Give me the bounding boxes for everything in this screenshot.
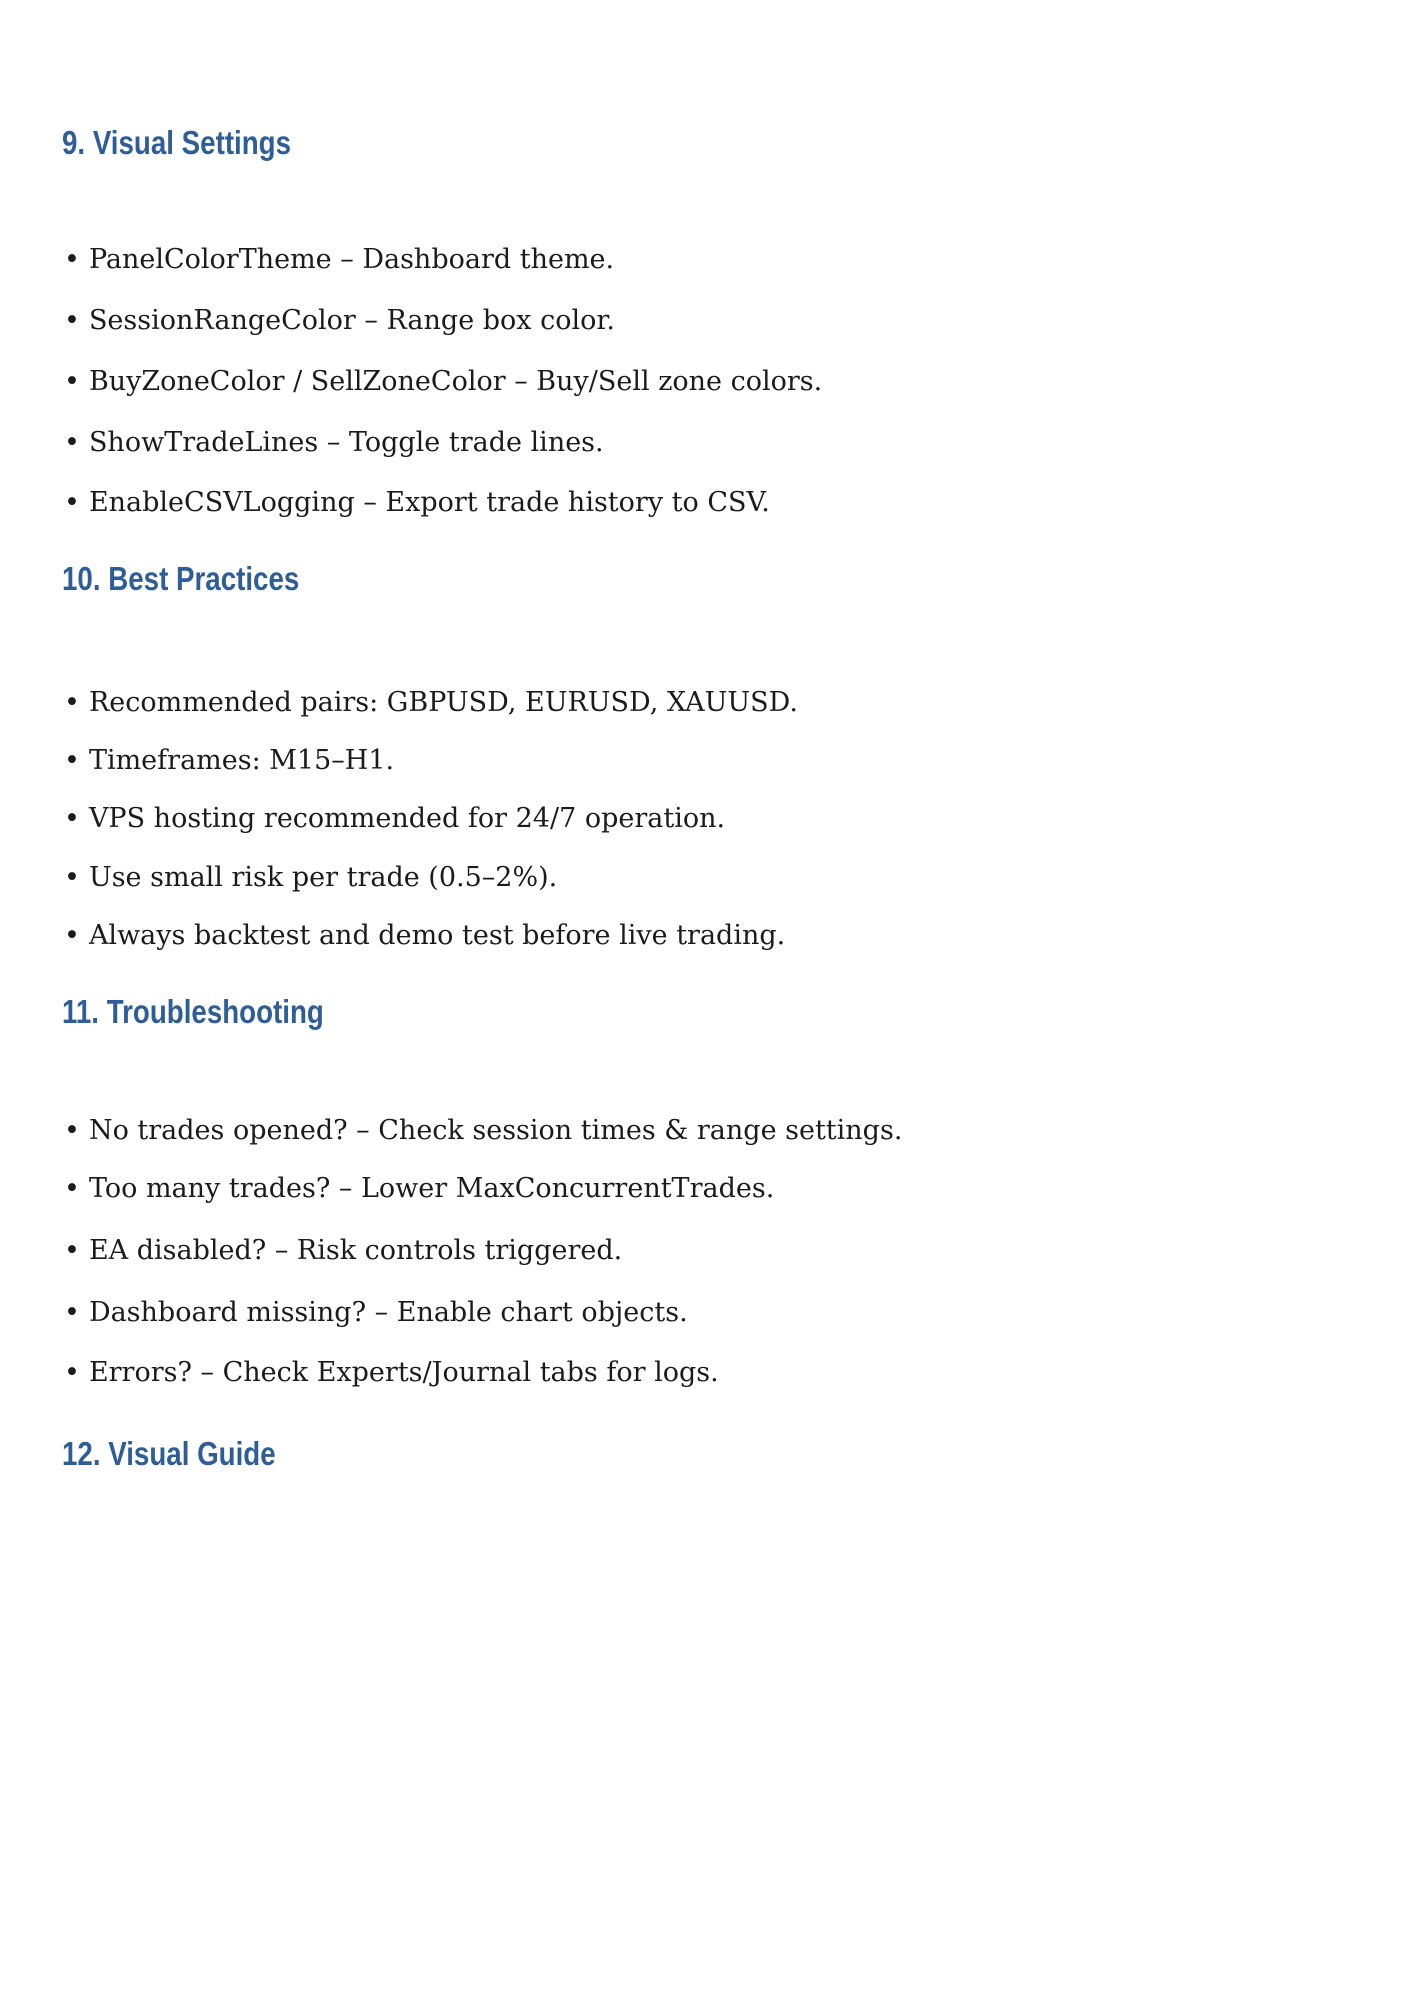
bullet-text: SessionRangeColor – Range box color. — [88, 305, 615, 336]
bullet-marker: • — [64, 745, 80, 776]
bullet-item — [64, 802, 725, 836]
bullet-item — [64, 919, 785, 953]
bullet-text: Timeframes: M15–H1. — [88, 745, 395, 776]
bullet-marker: • — [64, 862, 80, 893]
bullet-item — [64, 304, 615, 338]
bullet-text: Errors? – Check Experts/Journal tabs for logs. — [88, 1357, 719, 1388]
bullet-text: PanelColorTheme – Dashboard theme. — [88, 244, 615, 275]
bullet-marker: • — [64, 1173, 80, 1204]
bullet-item — [64, 1356, 719, 1390]
bullet-marker: • — [64, 305, 80, 336]
bullet-marker: • — [64, 920, 80, 951]
bullet-marker: • — [64, 244, 80, 275]
bullet-item — [64, 365, 822, 399]
bullet-item — [64, 426, 604, 460]
bullet-marker: • — [64, 366, 80, 397]
bullet-text: EA disabled? – Risk controls triggered. — [88, 1235, 623, 1266]
bullet-marker: • — [64, 427, 80, 458]
bullet-item — [64, 1114, 902, 1148]
bullet-text: Use small risk per trade (0.5–2%). — [88, 862, 558, 893]
bullet-marker: • — [64, 487, 80, 518]
section-heading-troubleshooting: 11. Troubleshooting — [62, 993, 324, 1030]
bullet-marker: • — [64, 1115, 80, 1146]
bullet-item — [64, 243, 614, 277]
bullet-item — [64, 1296, 688, 1330]
bullet-text: No trades opened? – Check session times & range settings. — [88, 1115, 903, 1146]
bullet-text: Always backtest and demo test before live trading. — [88, 920, 786, 951]
bullet-text: VPS hosting recommended for 24/7 operation. — [88, 803, 726, 834]
bullet-text: ShowTradeLines – Toggle trade lines. — [88, 427, 604, 458]
bullet-item — [64, 744, 394, 778]
section-heading-visual-guide: 12. Visual Guide — [62, 1435, 276, 1472]
bullet-text: Dashboard missing? – Enable chart objects. — [88, 1297, 688, 1328]
bullet-item — [64, 1172, 774, 1206]
bullet-item — [64, 1234, 622, 1268]
bullet-item — [64, 486, 770, 520]
bullet-marker: • — [64, 1235, 80, 1266]
bullet-text: Recommended pairs: GBPUSD, EURUSD, XAUUSD. — [88, 687, 798, 718]
bullet-marker: • — [64, 1297, 80, 1328]
bullet-marker: • — [64, 1357, 80, 1388]
bullet-marker: • — [64, 803, 80, 834]
section-heading-best-practices: 10. Best Practices — [62, 560, 300, 597]
bullet-item — [64, 861, 557, 895]
bullet-text: Too many trades? – Lower MaxConcurrentTrades. — [88, 1173, 775, 1204]
bullet-marker: • — [64, 687, 80, 718]
bullet-text: EnableCSVLogging – Export trade history to CSV. — [88, 487, 770, 518]
section-heading-visual-settings: 9. Visual Settings — [62, 124, 292, 161]
bullet-item — [64, 686, 798, 720]
bullet-text: BuyZoneColor / SellZoneColor – Buy/Sell zone colors. — [88, 366, 823, 397]
